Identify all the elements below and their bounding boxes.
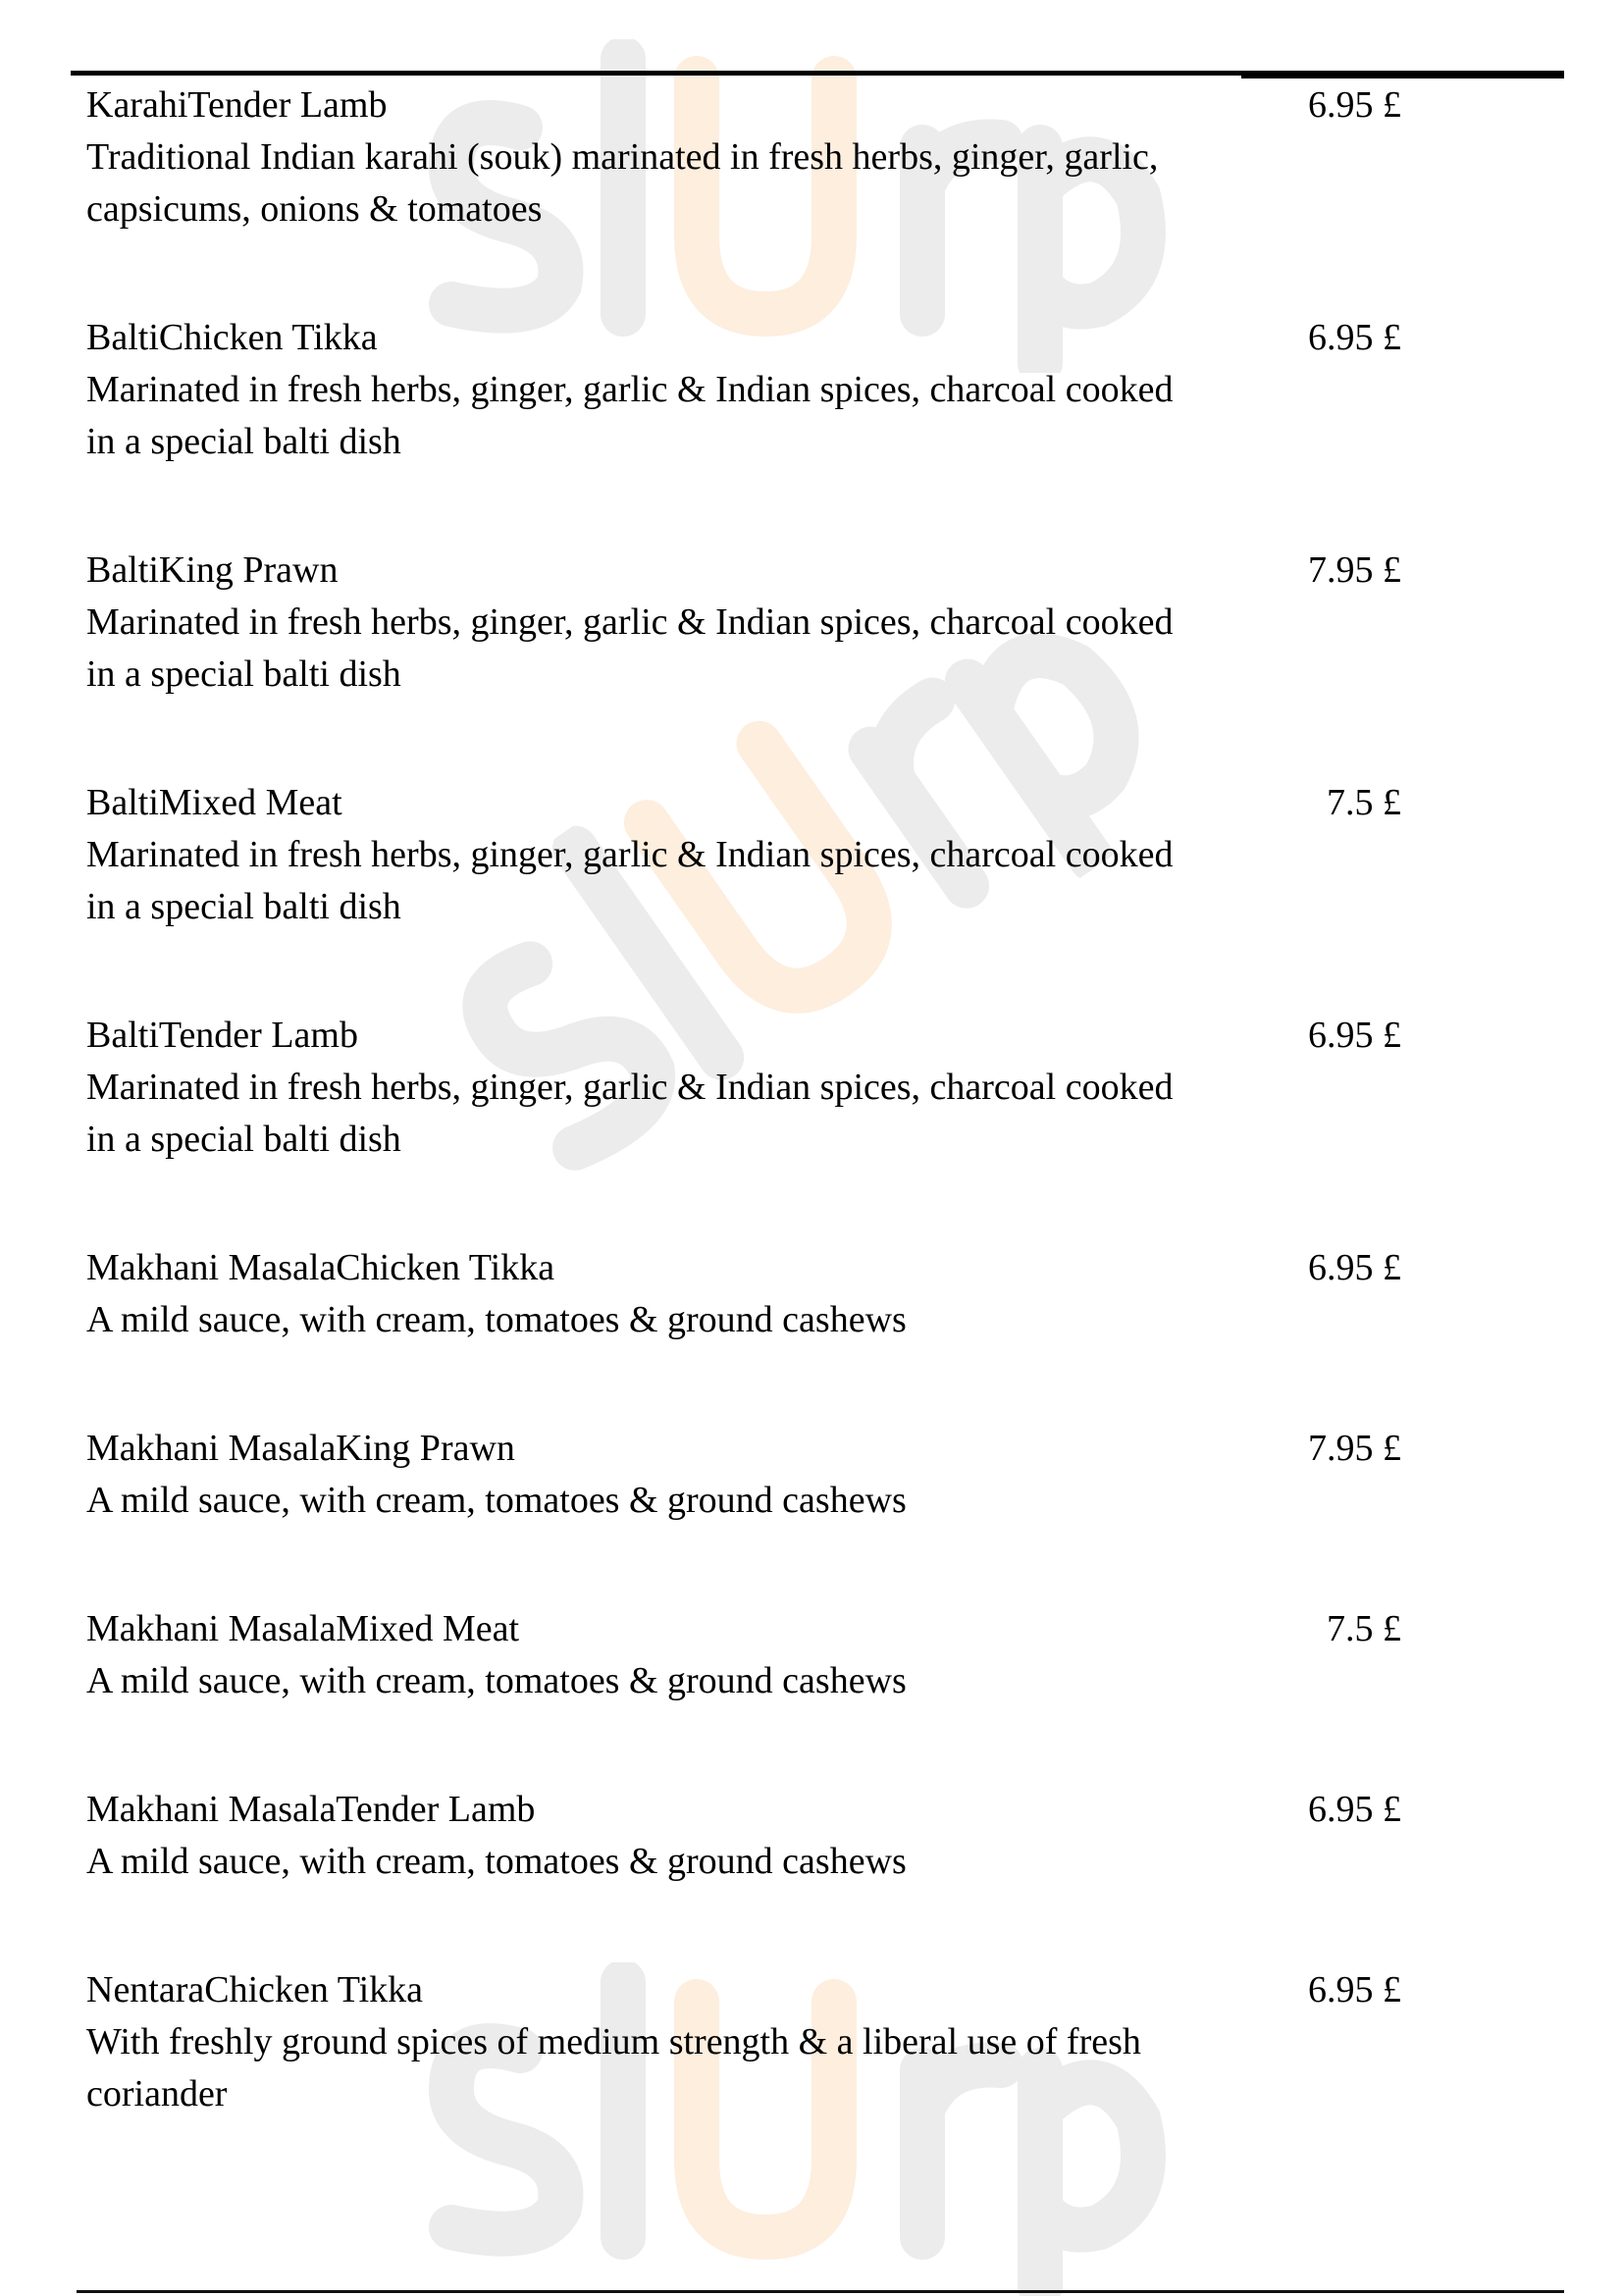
menu-item [86, 1603, 1401, 1707]
item-description: Traditional Indian karahi (souk) marinated in fresh herbs, ginger, garlic, capsicums, onions & tomatoes [86, 136, 1159, 230]
item-description: Marinated in fresh herbs, ginger, garlic & Indian spices, charcoal cooked in a special balti dish [86, 834, 1174, 927]
item-name: KarahiTender Lamb [86, 84, 388, 126]
item-description: Marinated in fresh herbs, ginger, garlic & Indian spices, charcoal cooked in a special balti dish [86, 601, 1174, 695]
item-name: BaltiMixed Meat [86, 782, 342, 823]
top-divider-price-column [1241, 71, 1564, 78]
item-price: 7.5 £ [1327, 782, 1401, 823]
item-price: 6.95 £ [1308, 1969, 1401, 2010]
menu-item [86, 1784, 1401, 1888]
item-description: A mild sauce, with cream, tomatoes & ground cashews [86, 1299, 907, 1340]
menu-list [86, 79, 1401, 2197]
item-price: 7.95 £ [1308, 549, 1401, 591]
item-name: Makhani MasalaTender Lamb [86, 1789, 536, 1830]
menu-item [86, 1423, 1401, 1527]
item-price: 7.5 £ [1327, 1608, 1401, 1649]
menu-item [86, 1964, 1401, 2120]
item-description: A mild sauce, with cream, tomatoes & ground cashews [86, 1480, 907, 1521]
item-description: A mild sauce, with cream, tomatoes & ground cashews [86, 1841, 907, 1882]
menu-item [86, 777, 1401, 933]
menu-item [86, 1010, 1401, 1166]
item-price: 6.95 £ [1308, 84, 1401, 126]
item-name: Makhani MasalaChicken Tikka [86, 1247, 555, 1288]
item-name: BaltiTender Lamb [86, 1015, 358, 1056]
item-name: BaltiKing Prawn [86, 549, 339, 591]
item-name: BaltiChicken Tikka [86, 317, 378, 358]
item-price: 6.95 £ [1308, 1015, 1401, 1056]
menu-item [86, 545, 1401, 701]
item-price: 6.95 £ [1308, 1789, 1401, 1830]
item-name: Makhani MasalaMixed Meat [86, 1608, 520, 1649]
item-name: Makhani MasalaKing Prawn [86, 1428, 515, 1469]
item-description: With freshly ground spices of medium strength & a liberal use of fresh coriander [86, 2021, 1141, 2114]
menu-item [86, 79, 1401, 235]
item-price: 7.95 £ [1308, 1428, 1401, 1469]
menu-item [86, 1242, 1401, 1346]
item-description: Marinated in fresh herbs, ginger, garlic & Indian spices, charcoal cooked in a special balti dish [86, 1067, 1174, 1160]
item-name: NentaraChicken Tikka [86, 1969, 424, 2010]
item-description: Marinated in fresh herbs, ginger, garlic & Indian spices, charcoal cooked in a special balti dish [86, 369, 1174, 462]
bottom-divider [77, 2290, 1564, 2293]
menu-item [86, 312, 1401, 468]
item-price: 6.95 £ [1308, 1247, 1401, 1288]
item-description: A mild sauce, with cream, tomatoes & ground cashews [86, 1660, 907, 1701]
item-price: 6.95 £ [1308, 317, 1401, 358]
